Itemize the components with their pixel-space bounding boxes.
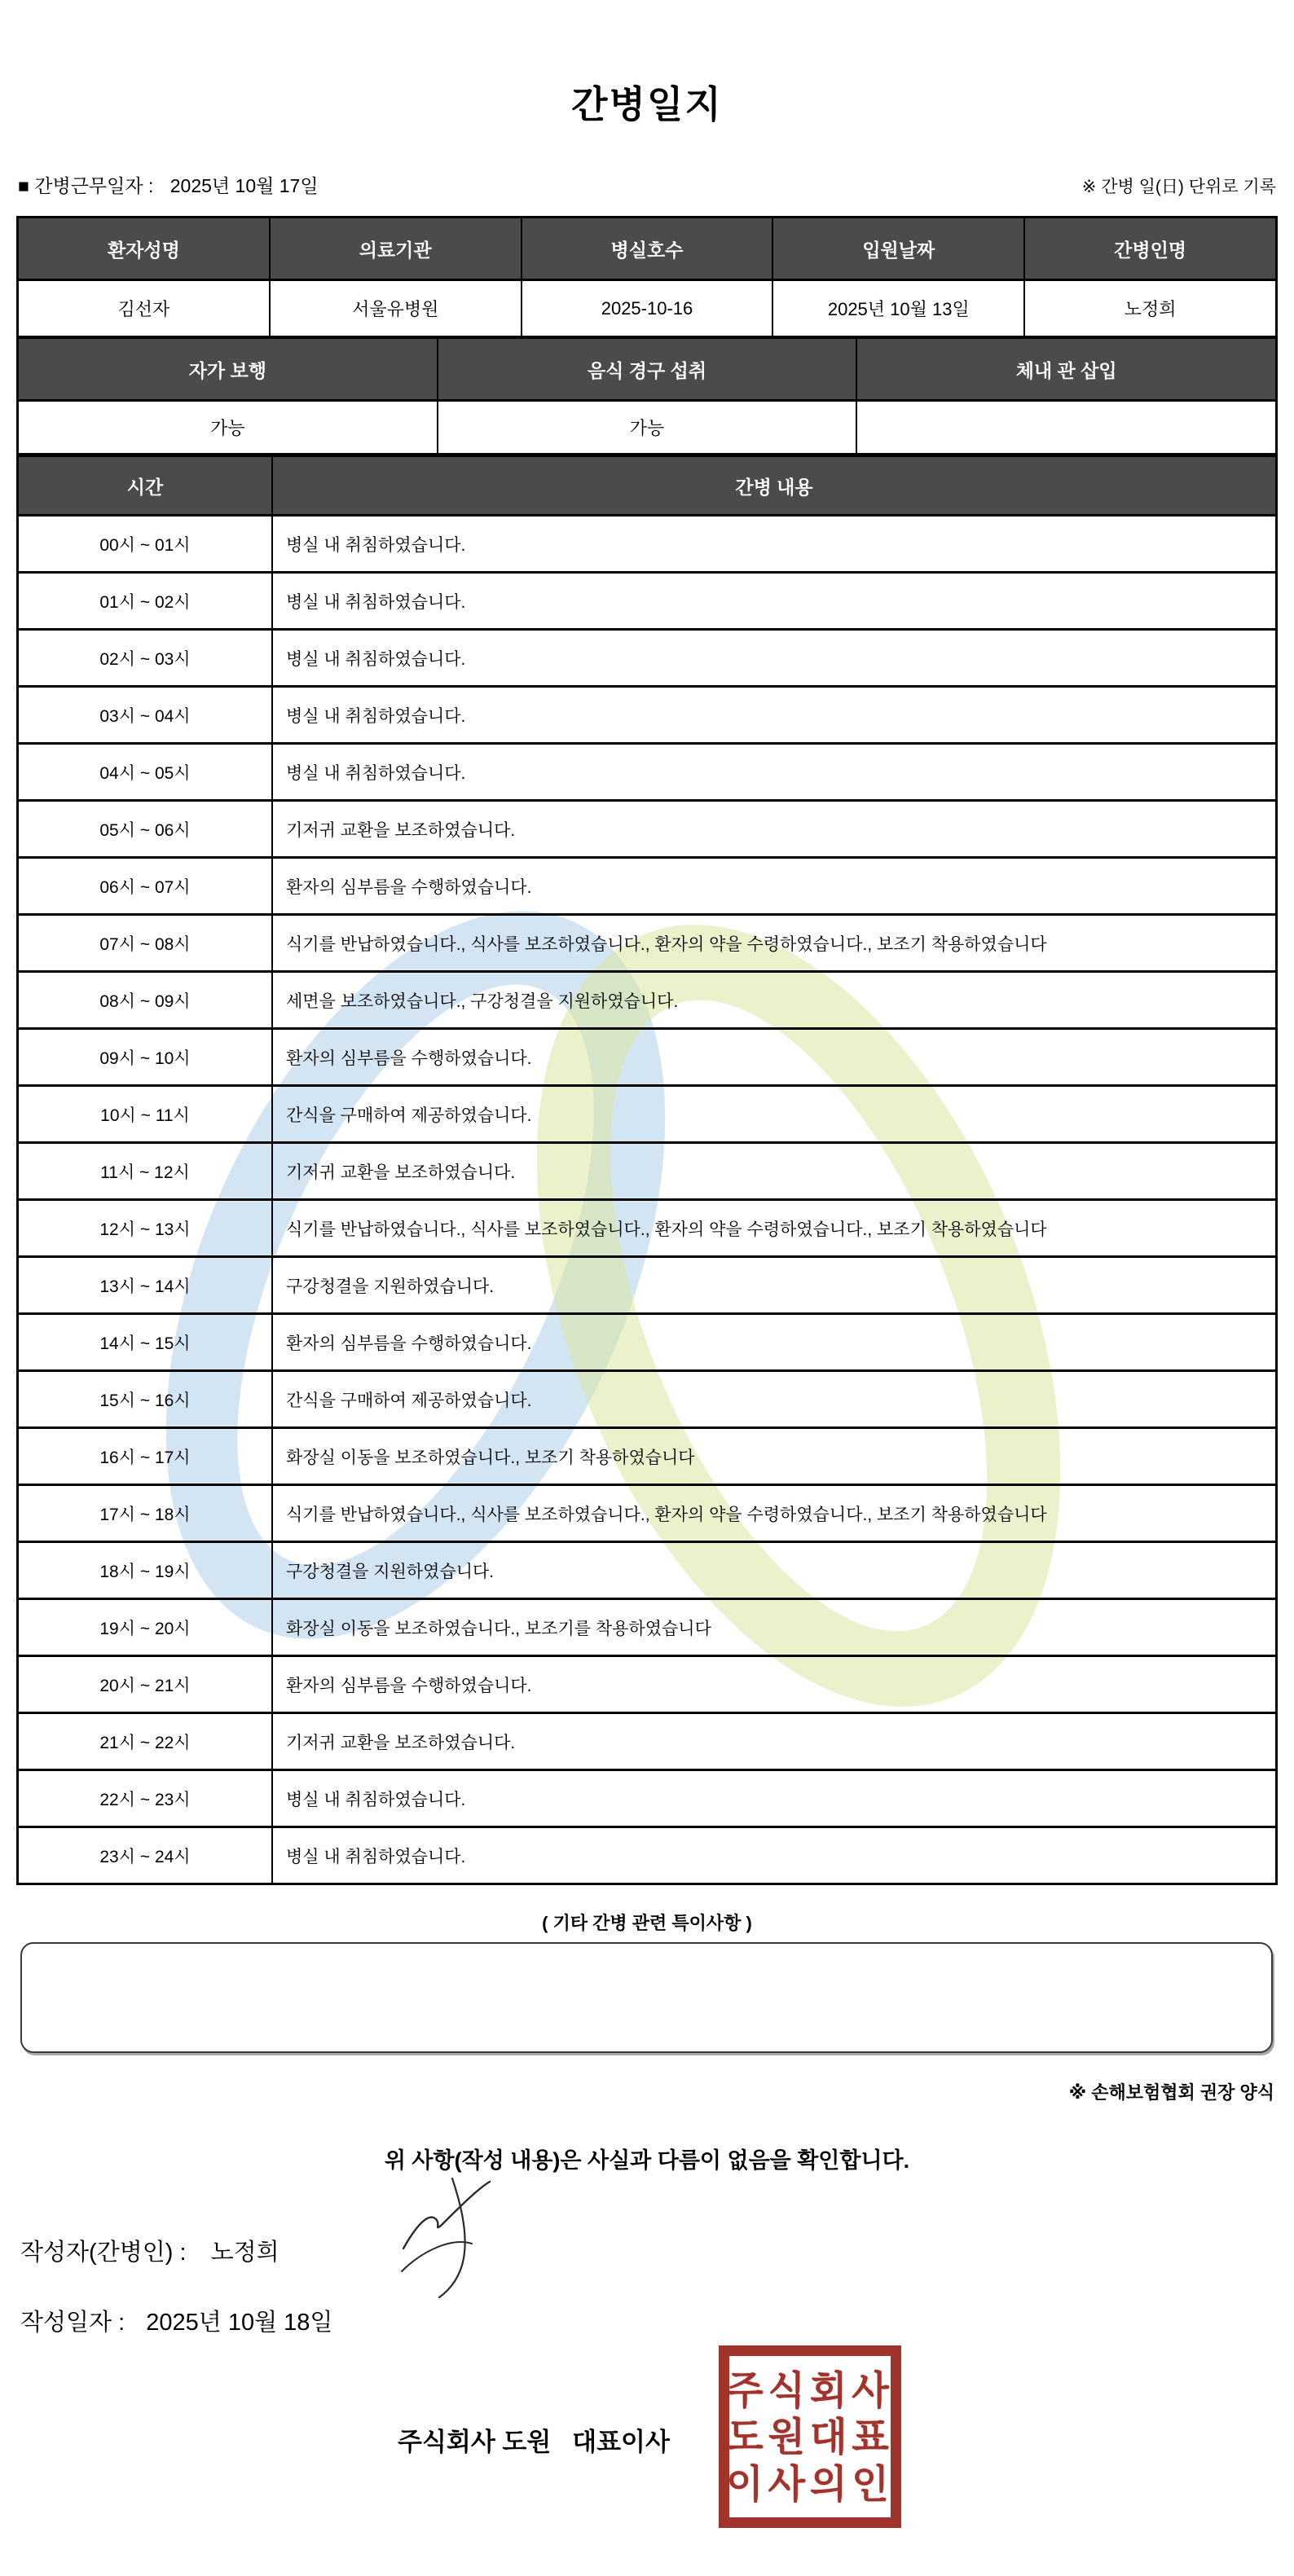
time-cell: 19시 ~ 20시 bbox=[99, 1619, 191, 1638]
care-content-cell: 간식을 구매하여 제공하였습니다. bbox=[271, 1087, 1275, 1141]
time-cell: 23시 ~ 24시 bbox=[99, 1847, 191, 1866]
time-cell: 21시 ~ 22시 bbox=[99, 1733, 191, 1752]
info-value-cell: 2025-10-16 bbox=[521, 281, 772, 336]
care-content-cell: 병실 내 취침하였습니다. bbox=[271, 517, 1275, 571]
time-cell: 02시 ~ 03시 bbox=[99, 649, 191, 669]
patient-info-header-row bbox=[19, 218, 1275, 279]
table-row bbox=[19, 685, 1275, 742]
table-row bbox=[19, 1541, 1275, 1598]
writer-label: 작성자(간병인) : bbox=[20, 2240, 187, 2266]
table-row bbox=[19, 856, 1275, 913]
time-cell: 20시 ~ 21시 bbox=[99, 1676, 191, 1695]
seal-text-row: 도원대표 bbox=[726, 2414, 894, 2459]
seal-text-row: 주식회사 bbox=[726, 2367, 894, 2412]
care-content-cell: 구강청결을 지원하였습니다. bbox=[271, 1543, 1275, 1598]
log-table-body bbox=[19, 514, 1275, 1883]
patient-status-table bbox=[16, 336, 1278, 455]
info-header-cell: 병실호수 bbox=[521, 218, 772, 279]
time-column-header: 시간 bbox=[19, 457, 271, 514]
care-content-column-header: 간병 내용 bbox=[271, 457, 1275, 514]
company-ceo-line: 주식회사 도원 대표이사 bbox=[398, 2428, 670, 2456]
table-row bbox=[19, 1484, 1275, 1541]
patient-info-table bbox=[16, 216, 1278, 338]
table-row bbox=[19, 1769, 1275, 1826]
time-cell: 15시 ~ 16시 bbox=[99, 1391, 191, 1410]
care-content-cell: 기저귀 교환을 보조하였습니다. bbox=[271, 802, 1275, 856]
info-value-cell: 노정희 bbox=[1023, 281, 1275, 336]
table-row bbox=[19, 1426, 1275, 1484]
status-header-cell: 체내 관 삽입 bbox=[856, 339, 1275, 399]
time-cell: 08시 ~ 09시 bbox=[99, 991, 191, 1011]
time-cell: 11시 ~ 12시 bbox=[100, 1163, 190, 1182]
table-row bbox=[19, 1712, 1275, 1769]
table-row bbox=[19, 1141, 1275, 1198]
table-row bbox=[19, 913, 1275, 970]
care-log-header-row bbox=[19, 457, 1275, 514]
corporate-seal-stamp bbox=[719, 2345, 901, 2528]
table-row bbox=[19, 571, 1275, 628]
recommended-form-note: ※ 손해보험협회 권장 양식 bbox=[1068, 2082, 1274, 2103]
care-content-cell: 병실 내 취침하였습니다. bbox=[271, 688, 1275, 742]
time-cell: 05시 ~ 06시 bbox=[99, 820, 191, 840]
seal-text-row: 이사의인 bbox=[726, 2461, 894, 2506]
care-content-cell: 환자의 심부름을 수행하였습니다. bbox=[271, 1657, 1275, 1712]
table-row bbox=[19, 1198, 1275, 1255]
patient-info-value-row bbox=[19, 279, 1275, 336]
care-log-table bbox=[16, 455, 1278, 1885]
table-row bbox=[19, 970, 1275, 1027]
time-cell: 06시 ~ 07시 bbox=[99, 877, 191, 897]
info-value-cell: 서울유병원 bbox=[269, 281, 521, 336]
care-content-cell: 세면을 보조하였습니다., 구강청결을 지원하였습니다. bbox=[271, 973, 1275, 1027]
table-row bbox=[19, 1598, 1275, 1655]
time-cell: 22시 ~ 23시 bbox=[99, 1790, 191, 1809]
time-cell: 18시 ~ 19시 bbox=[99, 1562, 191, 1581]
table-row bbox=[19, 1084, 1275, 1141]
handwritten-signature bbox=[394, 2174, 532, 2304]
confirmation-statement: 위 사항(작성 내용)은 사실과 다름이 없음을 확인합니다. bbox=[384, 2148, 910, 2173]
table-row bbox=[19, 1027, 1275, 1084]
care-work-date-label: ■ 간병근무일자 : bbox=[18, 175, 154, 196]
table-row bbox=[19, 1312, 1275, 1369]
writer-name: 노정희 bbox=[210, 2240, 279, 2266]
patient-status-header-row bbox=[19, 339, 1275, 399]
care-content-cell: 화장실 이동을 보조하였습니다., 보조기를 착용하였습니다 bbox=[271, 1600, 1275, 1655]
status-value-cell bbox=[856, 402, 1275, 453]
care-content-cell: 환자의 심부름을 수행하였습니다. bbox=[271, 1030, 1275, 1084]
care-content-cell: 기저귀 교환을 보조하였습니다. bbox=[271, 1144, 1275, 1198]
table-row bbox=[19, 1369, 1275, 1426]
info-value-cell: 김선자 bbox=[117, 299, 170, 319]
care-content-cell: 환자의 심부름을 수행하였습니다. bbox=[271, 859, 1275, 913]
care-content-cell: 화장실 이동을 보조하였습니다., 보조기 착용하였습니다 bbox=[271, 1429, 1275, 1484]
care-content-cell: 구강청결을 지원하였습니다. bbox=[271, 1258, 1275, 1312]
info-header-cell: 입원날짜 bbox=[772, 218, 1023, 279]
table-row bbox=[19, 514, 1275, 571]
special-notes-box bbox=[20, 1942, 1273, 2053]
page-title: 간병일지 bbox=[571, 83, 723, 125]
care-content-cell: 간식을 구매하여 제공하였습니다. bbox=[271, 1372, 1275, 1426]
time-cell: 04시 ~ 05시 bbox=[99, 763, 191, 783]
special-notes-title: ( 기타 간병 관련 특이사항 ) bbox=[542, 1913, 752, 1933]
written-date-line bbox=[20, 2304, 332, 2337]
patient-status-value-row bbox=[19, 399, 1275, 453]
care-content-cell: 환자의 심부름을 수행하였습니다. bbox=[271, 1315, 1275, 1369]
table-row bbox=[19, 628, 1275, 685]
info-header-cell: 의료기관 bbox=[269, 218, 521, 279]
time-cell: 09시 ~ 10시 bbox=[99, 1048, 191, 1068]
info-value-cell: 2025년 10월 13일 bbox=[772, 281, 1023, 336]
time-cell: 03시 ~ 04시 bbox=[99, 706, 191, 726]
table-row bbox=[19, 1255, 1275, 1312]
care-content-cell: 병실 내 취침하였습니다. bbox=[271, 574, 1275, 628]
care-content-cell: 식기를 반납하였습니다., 식사를 보조하였습니다., 환자의 약을 수령하였습니다., 보조기 착용하였습니다 bbox=[271, 1201, 1275, 1255]
writer-line bbox=[20, 2234, 279, 2267]
care-content-cell: 식기를 반납하였습니다., 식사를 보조하였습니다., 환자의 약을 수령하였습니다., 보조기 착용하였습니다 bbox=[271, 1486, 1275, 1541]
table-row bbox=[19, 1826, 1275, 1883]
care-content-cell: 기저귀 교환을 보조하였습니다. bbox=[271, 1714, 1275, 1769]
care-content-cell: 병실 내 취침하였습니다. bbox=[271, 631, 1275, 685]
table-row bbox=[19, 799, 1275, 856]
table-row bbox=[19, 1655, 1275, 1712]
written-date-value: 2025년 10월 18일 bbox=[146, 2310, 333, 2336]
info-header-cell: 간병인명 bbox=[1023, 218, 1275, 279]
status-value-cell: 가능 bbox=[210, 418, 245, 438]
time-cell: 14시 ~ 15시 bbox=[99, 1334, 191, 1353]
care-content-cell: 식기를 반납하였습니다., 식사를 보조하였습니다., 환자의 약을 수령하였습니다., 보조기 착용하였습니다 bbox=[271, 916, 1275, 970]
time-cell: 16시 ~ 17시 bbox=[99, 1448, 191, 1467]
time-cell: 10시 ~ 11시 bbox=[100, 1106, 190, 1125]
written-date-label: 작성일자 : bbox=[20, 2310, 125, 2336]
time-cell: 01시 ~ 02시 bbox=[99, 592, 191, 612]
care-content-cell: 병실 내 취침하였습니다. bbox=[271, 745, 1275, 799]
time-cell: 07시 ~ 08시 bbox=[99, 934, 191, 954]
time-cell: 13시 ~ 14시 bbox=[99, 1277, 191, 1296]
care-work-date-value: 2025년 10월 17일 bbox=[169, 175, 319, 196]
meta-row bbox=[18, 171, 1276, 198]
status-header-cell: 자가 보행 bbox=[19, 339, 437, 399]
status-header-cell: 음식 경구 섭취 bbox=[437, 339, 856, 399]
time-cell: 17시 ~ 18시 bbox=[99, 1505, 191, 1524]
care-content-cell: 병실 내 취침하였습니다. bbox=[271, 1771, 1275, 1826]
info-header-cell: 환자성명 bbox=[19, 218, 269, 279]
care-work-date bbox=[18, 171, 319, 198]
status-value-cell: 가능 bbox=[437, 402, 856, 453]
care-content-cell: 병실 내 취침하였습니다. bbox=[271, 1828, 1275, 1883]
table-row bbox=[19, 742, 1275, 799]
time-cell: 00시 ~ 01시 bbox=[99, 535, 191, 555]
time-cell: 12시 ~ 13시 bbox=[99, 1220, 191, 1239]
unit-note: ※ 간병 일(日) 단위로 기록 bbox=[1081, 178, 1276, 196]
